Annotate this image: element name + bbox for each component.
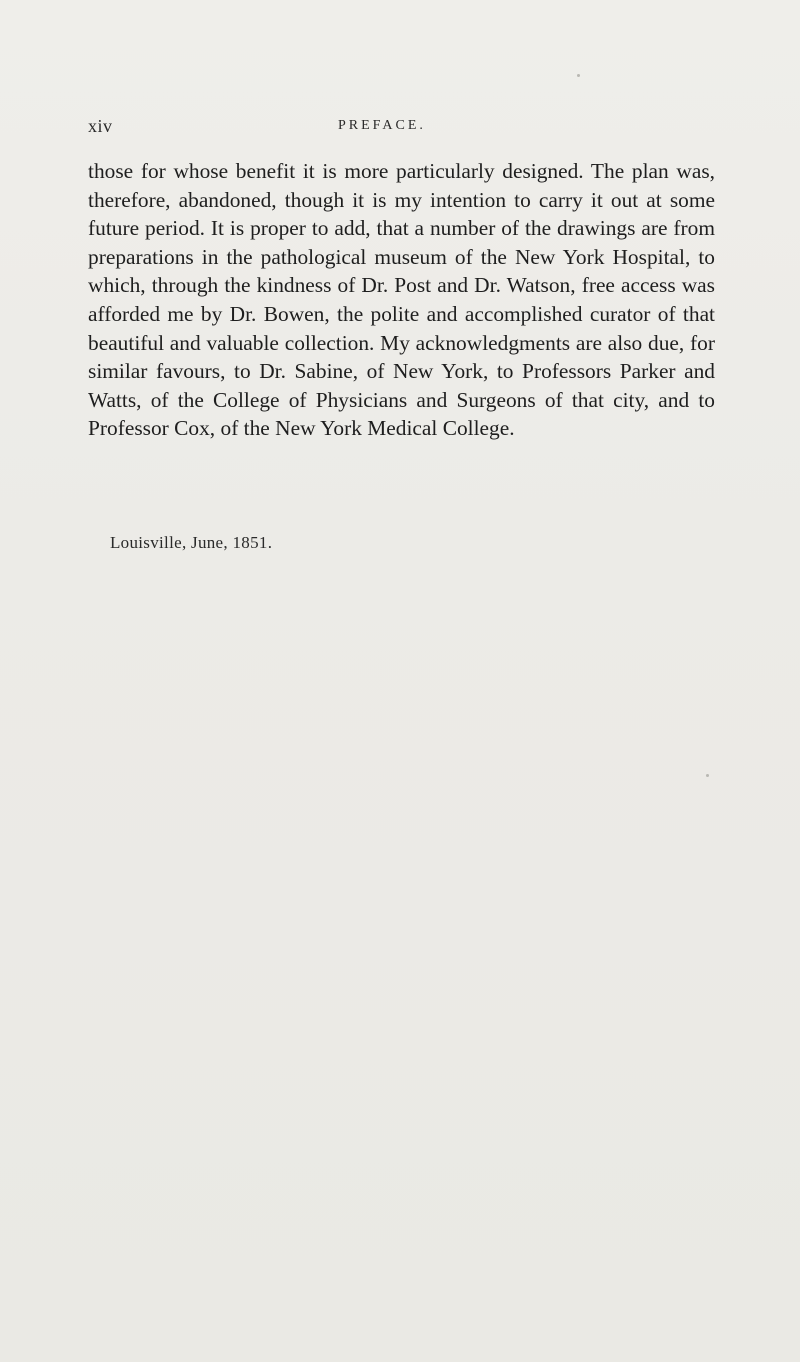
running-head	[88, 116, 715, 140]
paper-speck	[577, 74, 580, 77]
page-number: xiv	[88, 116, 113, 136]
running-title: PREFACE.	[338, 118, 426, 133]
preface-paragraph: those for whose benefit it is more particularly designed. The plan was, therefore, abandoned, though it is my intention to carry it out at some future period. It is proper to add, that a number of the drawings are from preparations in the pathological museum of the New York Hospital, to which, through the kindness of Dr. Post and Dr. Watson, free access was afforded me by Dr. Bowen, the polite and accomplished curator of that beautiful and valuable collection. My acknowledgments are also due, for similar favours, to Dr. Sabine, of New York, to Professors Parker and Watts, of the College of Physicians and Surgeons of that city, and to Professor Cox, of the New York Medical College.	[88, 159, 715, 441]
paper-speck	[706, 774, 709, 777]
signoff-place-date: Louisville, June, 1851.	[110, 533, 273, 552]
